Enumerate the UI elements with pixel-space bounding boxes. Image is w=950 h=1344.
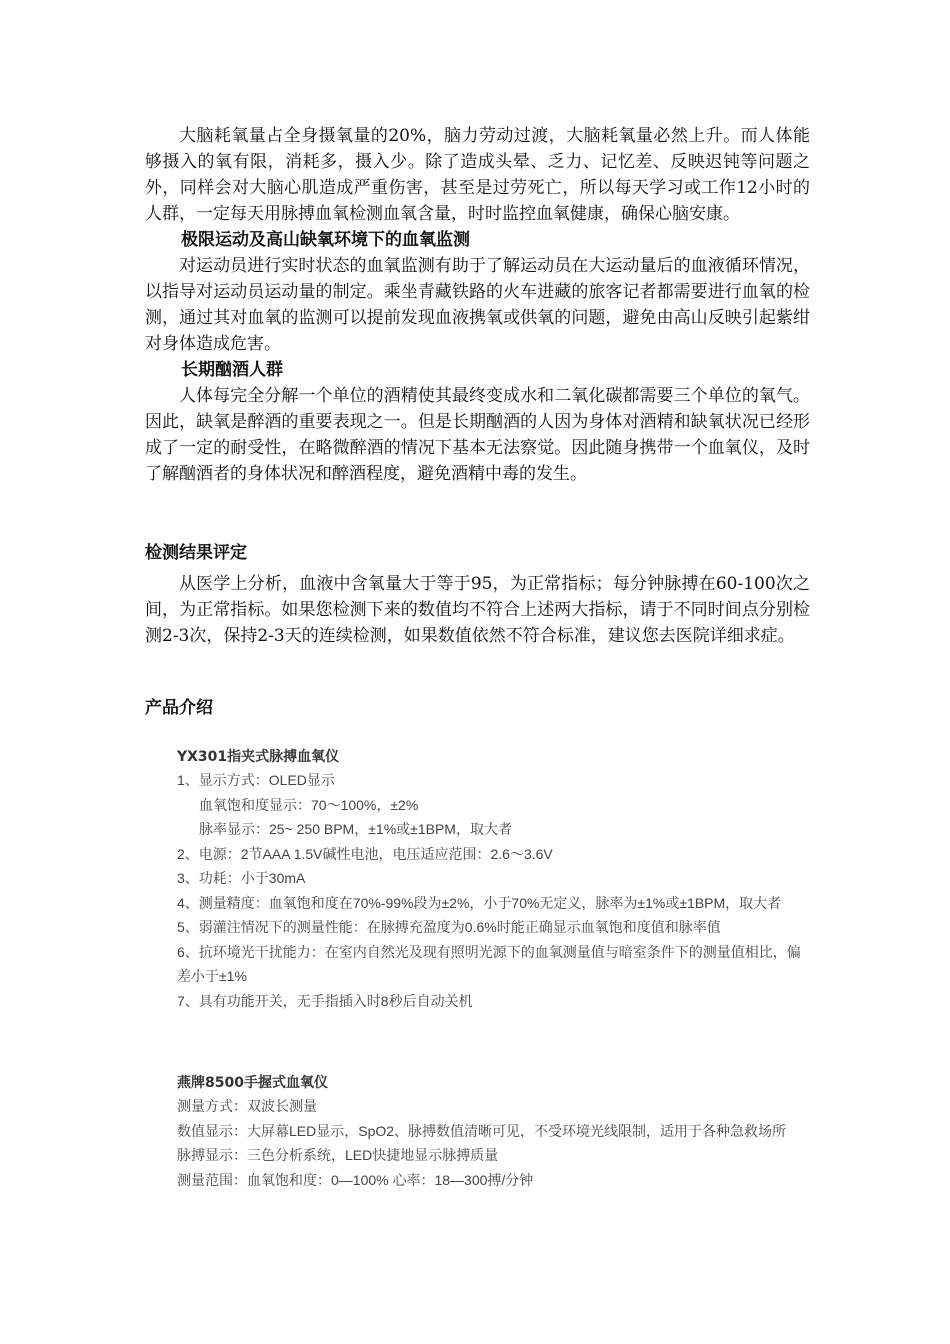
spec-line: 4、测量精度：血氧饱和度在70%-99%段为±2%，小于70%无定义，脉率为±1%或±1BPM，取大者 bbox=[177, 894, 782, 911]
spec-line: 3、功耗：小于30mA bbox=[177, 870, 306, 886]
section-results bbox=[145, 540, 810, 649]
product-title: 燕牌8500手握式血氧仪 bbox=[177, 1075, 328, 1091]
spec-line: 脉搏显示：三色分析系统，LED快捷地显示脉搏质量 bbox=[177, 1147, 499, 1163]
heading-alcohol: 长期酗酒人群 bbox=[181, 360, 283, 380]
product-title: YX301指夹式脉搏血氧仪 bbox=[177, 749, 340, 765]
product-yx301 bbox=[177, 746, 810, 1013]
spec-line: 1、显示方式：OLED显示 bbox=[177, 772, 335, 788]
spec-line: 脉率显示：25~ 250 BPM，±1%或±1BPM，取大者 bbox=[199, 821, 512, 837]
product-yan8500 bbox=[177, 1072, 810, 1192]
section-heading-results: 检测结果评定 bbox=[145, 543, 247, 563]
spec-line: 血氧饱和度显示：70～100%，±2% bbox=[199, 796, 419, 813]
spec-line: 6、抗环境光干扰能力：在室内自然光及现有照明光源下的血氧测量值与暗室条件下的测量值相比，偏差小于±1% bbox=[177, 943, 801, 984]
spec-line: 测量方式：双波长测量 bbox=[177, 1098, 317, 1114]
spec-line: 测量范围：血氧饱和度：0—100% 心率：18—300搏/分钟 bbox=[177, 1171, 534, 1188]
body-text-top bbox=[145, 123, 810, 487]
spec-line: 数值显示：大屏幕LED显示，SpO2、脉搏数值清晰可见，不受环境光线限制，适用于各种急救场所 bbox=[177, 1122, 787, 1139]
section-heading-products: 产品介绍 bbox=[145, 698, 213, 718]
heading-extreme-sports: 极限运动及高山缺氧环境下的血氧监测 bbox=[181, 230, 470, 250]
spec-line: 5、弱灌注情况下的测量性能：在脉搏充盈度为0.6%时能正确显示血氧饱和度值和脉率值 bbox=[177, 919, 721, 935]
paragraph-results: 从医学上分析，血液中含氧量大于等于95，为正常指标；每分钟脉搏在60-100次之间，为正常指标。如果您检测下来的数值均不符合上述两大指标，请于不同时间点分别检测2-3次，保持2-3天的连续检测，如果数值依然不符合标准，建议您去医院详细求症。 bbox=[145, 574, 810, 646]
spec-line: 7、具有功能开关，无手指插入时8秒后自动关机 bbox=[177, 992, 473, 1009]
paragraph-brain-oxygen: 大脑耗氧量占全身摄氧量的20%，脑力劳动过渡，大脑耗氧量必然上升。而人体能够摄入的氧有限，消耗多，摄入少。除了造成头晕、乏力、记忆差、反映迟钝等问题之外，同样会对大脑心肌造成严重伤害，甚至是过劳死亡，所以每天学习或工作12小时的人群，一定每天用脉搏血氧检测血氧含量，时时监控血氧健康，确保心脑安康。 bbox=[145, 126, 810, 224]
section-products bbox=[145, 695, 810, 721]
paragraph-alcohol: 人体每完全分解一个单位的酒精使其最终变成水和二氧化碳都需要三个单位的氧气。因此，缺氧是醉酒的重要表现之一。但是长期酗酒的人因为身体对酒精和缺氧状况已经形成了一定的耐受性，在略微醉酒的情况下基本无法察觉。因此随身携带一个血氧仪，及时了解酗酒者的身体状况和醉酒程度，避免酒精中毒的发生。 bbox=[145, 386, 810, 484]
paragraph-athletes: 对运动员进行实时状态的血氧监测有助于了解运动员在大运动量后的血液循环情况，以指导对运动员运动量的制定。乘坐青藏铁路的火车进藏的旅客记者都需要进行血氧的检测，通过其对血氧的监测可以提前发现血液携氧或供氧的问题，避免由高山反映引起紫绀对身体造成危害。 bbox=[145, 256, 810, 354]
spec-line: 2、电源：2节AAA 1.5V碱性电池，电压适应范围：2.6～3.6V bbox=[177, 845, 553, 862]
